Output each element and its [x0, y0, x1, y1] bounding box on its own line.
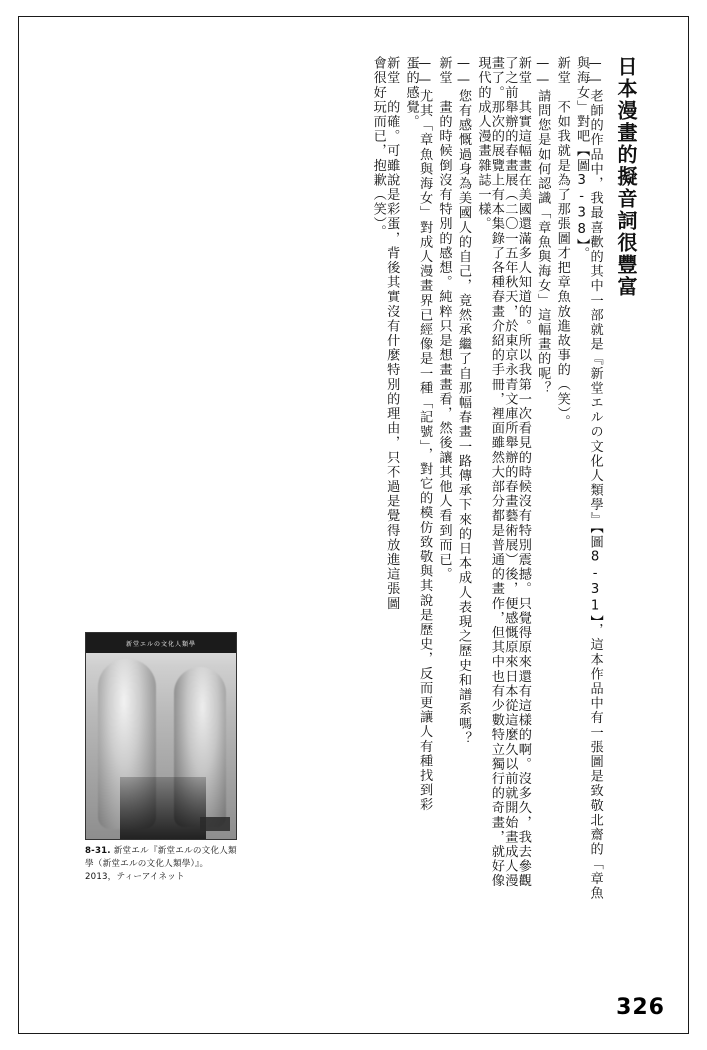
figure-signature — [200, 817, 230, 831]
paragraph-2: 新堂 不如我就是為了那張圖才把章魚放進故事的（笑）。 — [554, 56, 570, 429]
figure-8-31 — [85, 632, 237, 884]
page-number: 326 — [616, 995, 665, 1020]
figure-caption-text: 新堂エル『新堂エルの文化人類學（新堂エルの文化人類學）』。2013，ティーアイネット — [85, 846, 237, 882]
figure-cover-band: 新堂エルの文化人類學 — [86, 633, 236, 653]
figure-caption-label: 8-31. — [85, 846, 111, 856]
paragraph-7: ——尤其「章魚與海女」對成人漫畫界已經像是一種「記號」，對它的模仿致敬與其說是歷史，反而更讓人有種找到彩蛋的感覺。 — [403, 56, 433, 813]
paragraph-1: ——老師的作品中，我最喜歡的其中一部就是『新堂エルの文化人類學』【圖8-31】，這本作品中有一張圖是致敬北齋的「章魚與海女」對吧【圖3-38】。 — [574, 56, 603, 901]
paragraph-3: ——請問您是如何認識「章魚與海女」這幅畫的呢？ — [535, 56, 551, 396]
paragraph-5: ——您有感慨過身為美國人的自己，竟然承繼了自那幅春畫一路傳承下來的日本成人表現之歷史和譜系嗎？ — [455, 56, 471, 746]
figure-shadow — [120, 777, 206, 839]
figure-caption — [85, 845, 237, 884]
page-title: 日本漫畫的擬音詞很豐富 — [614, 56, 638, 298]
paragraph-4: 新堂 其實這幅畫在美國還滿多人知道的。所以我第一次看見的時候沒有特別震撼。只覺得原來還有這樣的啊。沒多久，我去參觀了之前舉辦的春畫展（二〇一五年秋天，於東京永青文庫所舉辦的春畫藝術展）後，便感慨原來日本從這麼久以前就開始畫成人漫畫了。那次的展覽上有本集錄了各種春畫介紹的手冊，裡面雖然大部分都是普通的畫作，但其中也有少數特立獨行的奇畫，就好像現代的成人漫畫雜誌一樣。 — [475, 56, 531, 889]
figure-image — [85, 632, 237, 840]
paragraph-8: 新堂 的確。可雖說是彩蛋，背後其實沒有什麼特別的理由，只不過是覺得放進這張圖會很好玩而已，抱歉（笑）。 — [370, 56, 400, 611]
paragraph-6: 新堂 畫的時候倒沒有特別的感想。純粹只是想畫畫看，然後讓其他人看到而已。 — [436, 56, 452, 582]
